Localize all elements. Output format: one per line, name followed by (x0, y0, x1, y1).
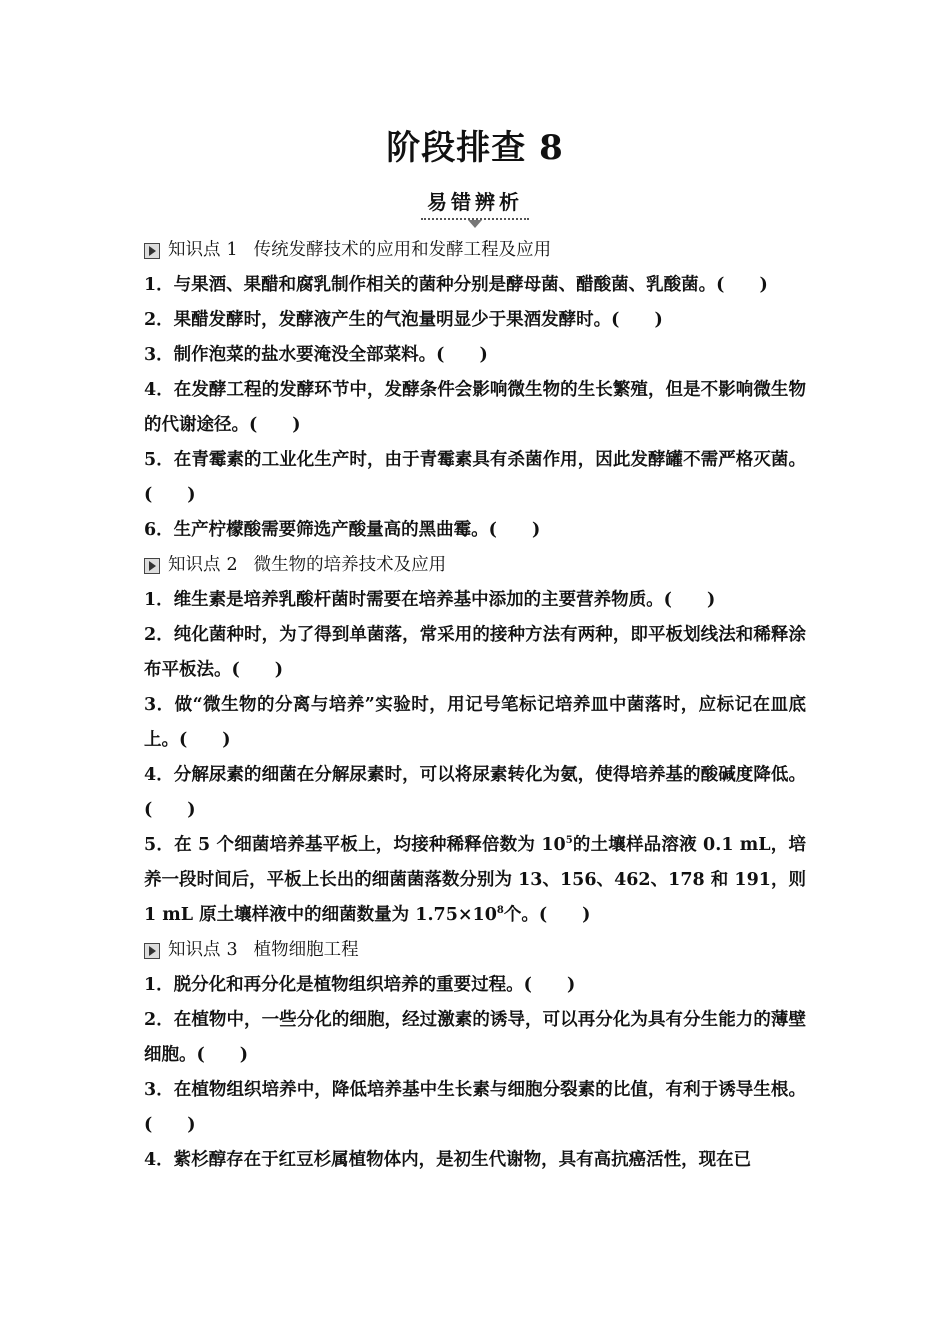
kp-label: 知识点 (168, 940, 221, 960)
list-item: 2．在植物中，一些分化的细胞，经过激素的诱导，可以再分化为具有分生能力的薄壁细胞。( ) (144, 1010, 806, 1065)
kp-heading-text: 植物细胞工程 (253, 940, 359, 960)
kp-number: 3 (226, 940, 238, 960)
item5-middle: 的土壤样品溶液 0.1 mL，培养一段时间后，平板上长出的细菌菌落数分别为 13、156、462、178 和 191，则 1 mL 原土壤样液中的细菌数量为 1.75×10 (144, 835, 807, 925)
list-item-with-exponents (144, 828, 806, 933)
exponent: 5 (565, 835, 573, 847)
kp-label: 知识点 (168, 240, 221, 260)
list-item: 2．纯化菌种时，为了得到单菌落，常采用的接种方法有两种，即平板划线法和稀释涂布平板法。( ) (144, 625, 806, 680)
knowledge-point-2-heading (144, 548, 806, 583)
play-icon (144, 558, 160, 574)
item5-prefix: 5．在 5 个细菌培养基平板上，均接种稀释倍数为 10 (144, 835, 566, 855)
content (144, 233, 806, 1178)
knowledge-point-1-heading (144, 233, 806, 268)
list-item: 6．生产柠檬酸需要筛选产酸量高的黑曲霉。( ) (144, 520, 541, 540)
item5-suffix: 个。( ) (503, 905, 591, 925)
list-item: 3．做“微生物的分离与培养”实验时，用记号笔标记培养皿中菌落时，应标记在皿底上。( ) (144, 695, 806, 750)
list-item: 4．分解尿素的细菌在分解尿素时，可以将尿素转化为氨，使得培养基的酸碱度降低。( ) (144, 765, 806, 820)
subtitle-text: 易错辨析 (427, 190, 523, 214)
kp-heading-text: 微生物的培养技术及应用 (253, 555, 447, 575)
play-icon (144, 243, 160, 259)
subtitle (421, 186, 529, 220)
play-icon (144, 943, 160, 959)
kp-heading-text: 传统发酵技术的应用和发酵工程及应用 (253, 240, 552, 260)
knowledge-point-3-heading (144, 933, 806, 968)
list-item: 1．脱分化和再分化是植物组织培养的重要过程。( ) (144, 975, 576, 995)
list-item: 4．紫杉醇存在于红豆杉属植物体内，是初生代谢物，具有高抗癌活性，现在已 (144, 1150, 752, 1170)
list-item: 4．在发酵工程的发酵环节中，发酵条件会影响微生物的生长繁殖，但是不影响微生物的代谢途径。( ) (144, 380, 806, 435)
kp-number: 2 (226, 555, 238, 575)
page-title: 阶段排查 8 (386, 128, 564, 168)
list-item: 3．在植物组织培养中，降低培养基中生长素与细胞分裂素的比值，有利于诱导生根。( ) (144, 1080, 806, 1135)
list-item: 5．在青霉素的工业化生产时，由于青霉素具有杀菌作用，因此发酵罐不需严格灭菌。( ) (144, 450, 806, 505)
kp-label: 知识点 (168, 555, 221, 575)
subtitle-wrap (0, 186, 950, 220)
list-item: 1．维生素是培养乳酸杆菌时需要在培养基中添加的主要营养物质。( ) (144, 590, 716, 610)
subtitle-arrow-icon (468, 220, 482, 228)
list-item: 3．制作泡菜的盐水要淹没全部菜料。( ) (144, 345, 488, 365)
kp-number: 1 (226, 240, 238, 260)
exponent: 8 (496, 905, 504, 917)
list-item: 2．果醋发酵时，发酵液产生的气泡量明显少于果酒发酵时。( ) (144, 310, 663, 330)
list-item: 1．与果酒、果醋和腐乳制作相关的菌种分别是酵母菌、醋酸菌、乳酸菌。( ) (144, 275, 768, 295)
